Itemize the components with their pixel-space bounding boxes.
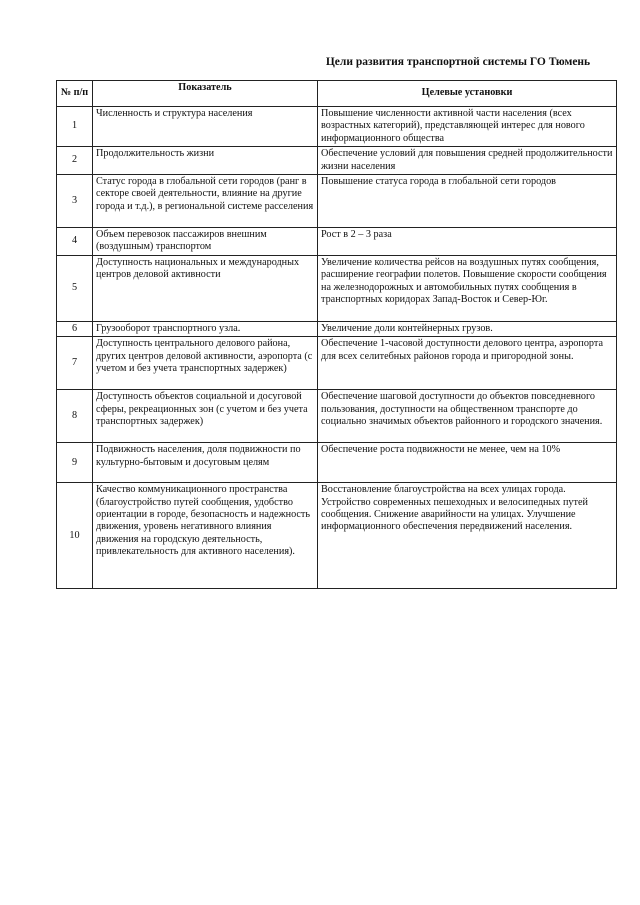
table-row: [57, 228, 617, 256]
row-indicator: Подвижность населения, доля подвижности по культурно-бытовым и досуговым целям: [93, 443, 318, 483]
table-header-row: [57, 81, 617, 107]
row-num: 1: [57, 107, 93, 147]
row-target: Обеспечение роста подвижности не менее, чем на 10%: [318, 443, 617, 483]
row-target: Восстановление благоустройства на всех улицах города. Устройство современных пешеходных и велосипедных путей сообщения. Снижение аварийности на улицах. Улучшение информационного обеспечения передвижений населения.: [318, 483, 617, 589]
goals-table: [56, 80, 617, 589]
row-num: 6: [57, 321, 93, 336]
table-row: [57, 175, 617, 228]
table-row: [57, 483, 617, 589]
header-indicator: Показатель: [93, 81, 318, 107]
row-target: Увеличение количества рейсов на воздушных путях сообщения, расширение географии полетов. Повышение скорости сообщения на железнодорожных и автомобильных путях сообщения в транспортных коридорах Запад-Восток и Север-Юг.: [318, 255, 617, 321]
row-indicator: Статус города в глобальной сети городов (ранг в секторе своей деятельности, влияние на другие города и т.д.), в региональной системе расселения: [93, 175, 318, 228]
row-num: 7: [57, 337, 93, 390]
row-num: 3: [57, 175, 93, 228]
header-num: № п/п: [57, 81, 93, 107]
table-row: [57, 321, 617, 336]
row-num: 9: [57, 443, 93, 483]
table-row: [57, 390, 617, 443]
row-indicator: Доступность центрального делового района, других центров деловой активности, аэропорта (с учетом и без учета транспортных задержек): [93, 337, 318, 390]
row-num: 8: [57, 390, 93, 443]
row-target: Увеличение доли контейнерных грузов.: [318, 321, 617, 336]
row-indicator: Численность и структура населения: [93, 107, 318, 147]
header-targets: Целевые установки: [318, 81, 617, 107]
table-row: [57, 107, 617, 147]
row-num: 5: [57, 255, 93, 321]
row-target: Повышение статуса города в глобальной сети городов: [318, 175, 617, 228]
row-indicator: Доступность объектов социальной и досуговой сферы, рекреационных зон (с учетом и без учета транспортных задержек): [93, 390, 318, 443]
table-row: [57, 255, 617, 321]
row-target: Рост в 2 – 3 раза: [318, 228, 617, 256]
row-num: 2: [57, 147, 93, 175]
row-target: Обеспечение шаговой доступности до объектов повседневного пользования, доступности на общественном транспорте до социально значимых объектов районного и городского значения.: [318, 390, 617, 443]
row-indicator: Объем перевозок пассажиров внешним (воздушным) транспортом: [93, 228, 318, 256]
row-target: Обеспечение условий для повышения средней продолжительности жизни населения: [318, 147, 617, 175]
table-row: [57, 443, 617, 483]
document-title: Цели развития транспортной системы ГО Тюмень: [325, 56, 591, 68]
row-num: 10: [57, 483, 93, 589]
row-target: Обеспечение 1-часовой доступности делового центра, аэропорта для всех селитебных районов города и пригородной зоны.: [318, 337, 617, 390]
table-row: [57, 147, 617, 175]
table-row: [57, 337, 617, 390]
row-indicator: Продолжительность жизни: [93, 147, 318, 175]
row-indicator: Грузооборот транспортного узла.: [93, 321, 318, 336]
row-num: 4: [57, 228, 93, 256]
row-target: Повышение численности активной части населения (всех возрастных категорий), представляющей интерес для нового информационного общества: [318, 107, 617, 147]
row-indicator: Качество коммуникационного пространства (благоустройство путей сообщения, удобство ориентации в городе, безопасность и надежность движения, уровень негативного влияния движения на городскую деятельность, привлекательность для активного населения).: [93, 483, 318, 589]
row-indicator: Доступность национальных и международных центров деловой активности: [93, 255, 318, 321]
